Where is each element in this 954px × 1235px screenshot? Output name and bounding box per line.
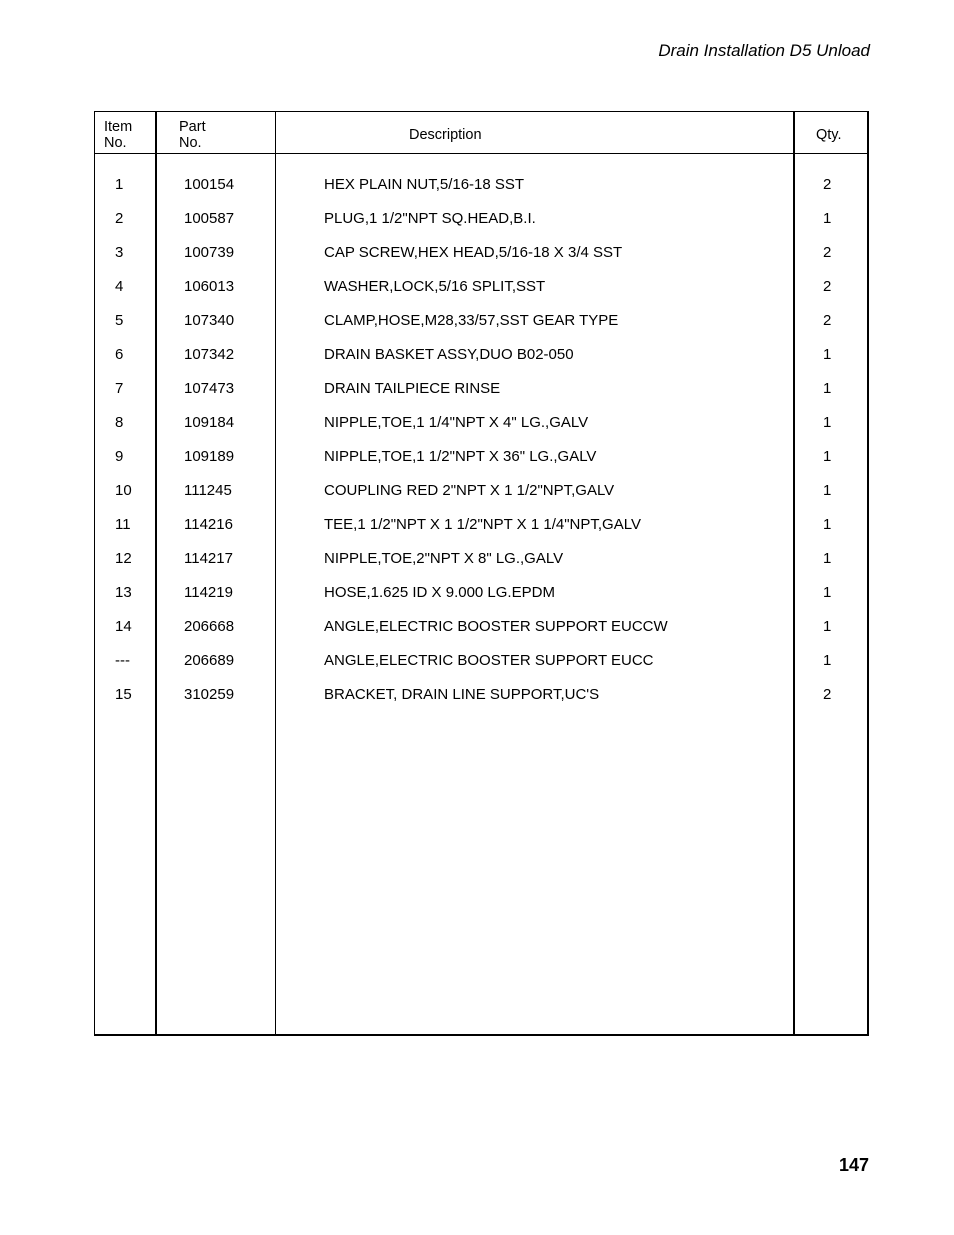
table-body bbox=[95, 168, 867, 712]
part-description: WASHER,LOCK,5/16 SPLIT,SST bbox=[324, 278, 546, 295]
part-number: 107473 bbox=[184, 380, 235, 397]
table-row bbox=[95, 406, 867, 440]
quantity: 1 bbox=[823, 618, 832, 635]
item-number: 13 bbox=[115, 584, 132, 601]
part-description: PLUG,1 1/2"NPT SQ.HEAD,B.I. bbox=[324, 210, 536, 227]
part-number: 100739 bbox=[184, 244, 235, 261]
item-number: 8 bbox=[115, 414, 124, 431]
table-header bbox=[95, 112, 867, 154]
part-description: ANGLE,ELECTRIC BOOSTER SUPPORT EUCC bbox=[324, 652, 654, 669]
item-number: 2 bbox=[115, 210, 124, 227]
part-description: ANGLE,ELECTRIC BOOSTER SUPPORT EUCCW bbox=[324, 618, 668, 635]
item-number: 3 bbox=[115, 244, 124, 261]
quantity: 1 bbox=[823, 380, 832, 397]
column-header-qty: Qty. bbox=[816, 127, 842, 143]
part-number: 107342 bbox=[184, 346, 235, 363]
item-number: 11 bbox=[115, 516, 131, 533]
column-header-item-no: Item No. bbox=[104, 119, 133, 151]
column-header-description: Description bbox=[409, 127, 482, 143]
part-description: NIPPLE,TOE,1 1/4"NPT X 4" LG.,GALV bbox=[324, 414, 589, 431]
part-description: TEE,1 1/2"NPT X 1 1/2"NPT X 1 1/4"NPT,GALV bbox=[324, 516, 641, 533]
item-number: 9 bbox=[115, 448, 124, 465]
part-description: HOSE,1.625 ID X 9.000 LG.EPDM bbox=[324, 584, 555, 601]
table-row bbox=[95, 168, 867, 202]
quantity: 1 bbox=[823, 652, 832, 669]
part-number: 106013 bbox=[184, 278, 235, 295]
parts-table bbox=[94, 111, 869, 1036]
table-row bbox=[95, 610, 867, 644]
quantity: 2 bbox=[823, 686, 832, 703]
part-description: HEX PLAIN NUT,5/16-18 SST bbox=[324, 176, 525, 193]
part-number: 109184 bbox=[184, 414, 235, 431]
item-number: 6 bbox=[115, 346, 124, 363]
part-number: 109189 bbox=[184, 448, 235, 465]
page-number: 147 bbox=[838, 1155, 869, 1175]
part-description: BRACKET, DRAIN LINE SUPPORT,UC'S bbox=[324, 686, 600, 703]
table-row bbox=[95, 270, 867, 304]
quantity: 2 bbox=[823, 176, 832, 193]
quantity: 1 bbox=[823, 414, 832, 431]
table-row bbox=[95, 576, 867, 610]
part-number: 206668 bbox=[184, 618, 235, 635]
quantity: 1 bbox=[823, 584, 832, 601]
part-description: CAP SCREW,HEX HEAD,5/16-18 X 3/4 SST bbox=[324, 244, 623, 261]
part-description: CLAMP,HOSE,M28,33/57,SST GEAR TYPE bbox=[324, 312, 619, 329]
item-number: --- bbox=[115, 652, 130, 669]
table-row bbox=[95, 644, 867, 678]
part-description: DRAIN BASKET ASSY,DUO B02-050 bbox=[324, 346, 574, 363]
item-number: 7 bbox=[115, 380, 124, 397]
table-row bbox=[95, 338, 867, 372]
table-row bbox=[95, 440, 867, 474]
quantity: 2 bbox=[823, 278, 832, 295]
item-number: 12 bbox=[115, 550, 132, 567]
part-number: 310259 bbox=[184, 686, 235, 703]
page-title: Drain Installation D5 Unload bbox=[658, 41, 870, 60]
table-row bbox=[95, 508, 867, 542]
part-number: 114217 bbox=[184, 550, 233, 567]
quantity: 1 bbox=[823, 448, 832, 465]
column-header-part-no: Part No. bbox=[179, 119, 206, 151]
item-number: 4 bbox=[115, 278, 124, 295]
part-number: 107340 bbox=[184, 312, 235, 329]
table-row bbox=[95, 474, 867, 508]
part-description: NIPPLE,TOE,2"NPT X 8" LG.,GALV bbox=[324, 550, 564, 567]
part-description: NIPPLE,TOE,1 1/2"NPT X 36" LG.,GALV bbox=[324, 448, 597, 465]
part-number: 114216 bbox=[184, 516, 233, 533]
item-number: 14 bbox=[115, 618, 132, 635]
part-description: DRAIN TAILPIECE RINSE bbox=[324, 380, 501, 397]
table-row bbox=[95, 678, 867, 712]
item-number: 1 bbox=[115, 176, 124, 193]
part-description: COUPLING RED 2"NPT X 1 1/2"NPT,GALV bbox=[324, 482, 615, 499]
part-number: 111245 bbox=[184, 482, 232, 499]
part-number: 100587 bbox=[184, 210, 235, 227]
quantity: 2 bbox=[823, 244, 832, 261]
quantity: 1 bbox=[823, 482, 832, 499]
quantity: 1 bbox=[823, 550, 832, 567]
quantity: 1 bbox=[823, 346, 832, 363]
table-row bbox=[95, 542, 867, 576]
table-row bbox=[95, 202, 867, 236]
part-number: 100154 bbox=[184, 176, 235, 193]
part-number: 114219 bbox=[184, 584, 233, 601]
part-number: 206689 bbox=[184, 652, 235, 669]
table-row bbox=[95, 236, 867, 270]
item-number: 15 bbox=[115, 686, 132, 703]
quantity: 2 bbox=[823, 312, 832, 329]
table-row bbox=[95, 304, 867, 338]
item-number: 10 bbox=[115, 482, 132, 499]
table-row bbox=[95, 372, 867, 406]
quantity: 1 bbox=[823, 210, 832, 227]
item-number: 5 bbox=[115, 312, 124, 329]
quantity: 1 bbox=[823, 516, 832, 533]
